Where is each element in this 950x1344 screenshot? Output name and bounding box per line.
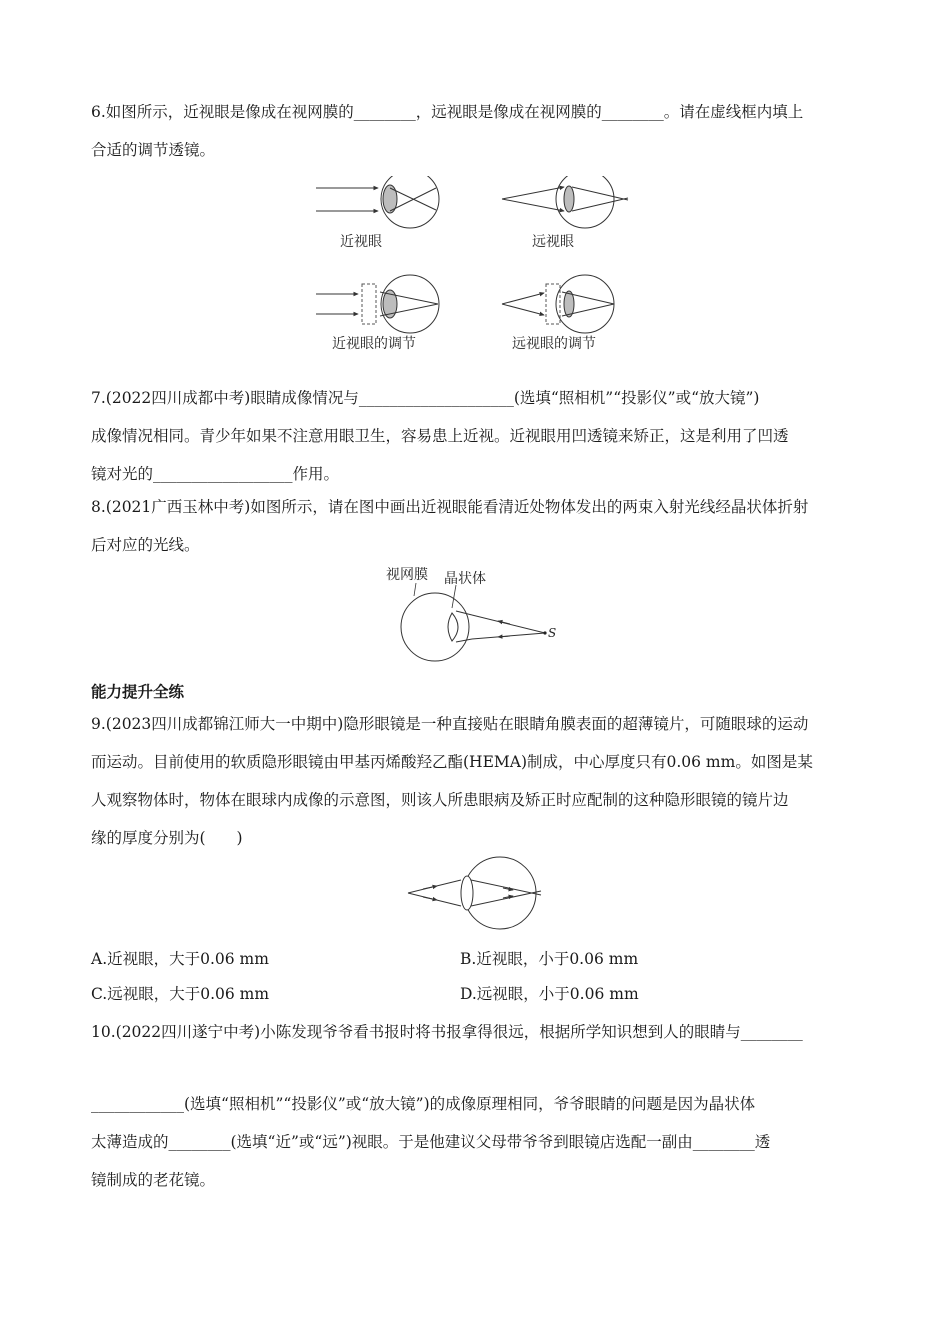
hyperopia-label: 远视眼 [532, 234, 574, 250]
eyeball-outline [401, 593, 469, 661]
question-6 [91, 93, 861, 169]
question-8-line-1: 8.(2021广西玉林中考)如图所示，请在图中画出近视眼能看清近处物体发出的两束入射光线经晶状体折射 [91, 498, 809, 516]
question-10-line-1: 10.(2022四川遂宁中考)小陈发现爷爷看书报时将书报拿得很远，根据所学知识想到人的眼睛与________ [91, 1023, 803, 1041]
myopia-label: 近视眼 [340, 234, 382, 250]
question-6-figure [310, 176, 640, 361]
crystalline-lens [461, 876, 473, 910]
question-10-line-3: 太薄造成的________(选填“近”或“远”)视眼。于是他建议父母带爷爷到眼镜店选配一副由________透 [91, 1133, 771, 1151]
question-7 [91, 379, 861, 493]
myopia-correction-diagram [316, 275, 439, 352]
question-8-figure [380, 563, 570, 663]
hyperopia-eye-diagram [502, 176, 628, 250]
myopia-eye-diagram [316, 176, 439, 250]
hyperopia-correction-diagram [502, 275, 614, 352]
question-9-line-1: 9.(2023四川成都锦江师大一中期中)隐形眼镜是一种直接贴在眼睛角膜表面的超薄镜片，可随眼球的运动 [91, 715, 809, 733]
question-7-line-3: 镜对光的__________________作用。 [91, 465, 340, 483]
crystalline-lens [448, 613, 458, 641]
question-9-line-3: 人观察物体时，物体在眼球内成像的示意图，则该人所患眼病及矫正时应配制的这种隐形眼镜的镜片边 [91, 791, 789, 809]
question-8 [91, 488, 861, 564]
hyperopia-dashed-box [546, 284, 560, 324]
question-10-line-2: ____________(选填“照相机”“投影仪”或“放大镜”)的成像原理相同，爷爷眼睛的问题是因为晶状体 [91, 1095, 756, 1113]
option-a[interactable]: A.近视眼，大于0.06 mm [91, 950, 269, 968]
myopia-correction-label: 近视眼的调节 [332, 336, 416, 352]
question-10 [91, 1085, 861, 1199]
section-title: 能力提升全练 [91, 683, 185, 701]
question-6-line-1: 6.如图所示，近视眼是像成在视网膜的________，远视眼是像成在视网膜的________。请在虚线框内填上 [91, 103, 804, 121]
source-label: S [548, 626, 557, 640]
myopia-dashed-box [362, 284, 376, 324]
question-6-line-2: 合适的调节透镜。 [91, 141, 216, 159]
hyperopia-correction-label: 远视眼的调节 [512, 336, 596, 352]
option-c[interactable]: C.远视眼，大于0.06 mm [91, 985, 270, 1003]
retina-label: 视网膜 [386, 567, 428, 583]
question-10-line-4: 镜制成的老花镜。 [91, 1171, 216, 1189]
question-9 [91, 705, 861, 857]
question-9-figure [405, 855, 550, 931]
question-8-line-2: 后对应的光线。 [91, 536, 200, 554]
option-b[interactable]: B.近视眼，小于0.06 mm [460, 950, 639, 968]
question-7-line-2: 成像情况相同。青少年如果不注意用眼卫生，容易患上近视。近视眼用凹透镜来矫正，这是利用了凹透 [91, 427, 789, 445]
eyeball-outline [464, 857, 536, 929]
question-7-line-1: 7.(2022四川成都中考)眼睛成像情况与____________________(选填“照相机”“投影仪”或“放大镜”) [91, 389, 760, 407]
lens-label: 晶状体 [444, 571, 486, 587]
question-9-line-4: 缘的厚度分别为( ) [91, 829, 243, 847]
question-9-line-2: 而运动。目前使用的软质隐形眼镜由甲基丙烯酸羟乙酯(HEMA)制成，中心厚度只有0.06 mm。如图是某 [91, 753, 813, 771]
question-10-line-1-block [91, 1013, 861, 1051]
option-d[interactable]: D.远视眼，小于0.06 mm [460, 985, 639, 1003]
